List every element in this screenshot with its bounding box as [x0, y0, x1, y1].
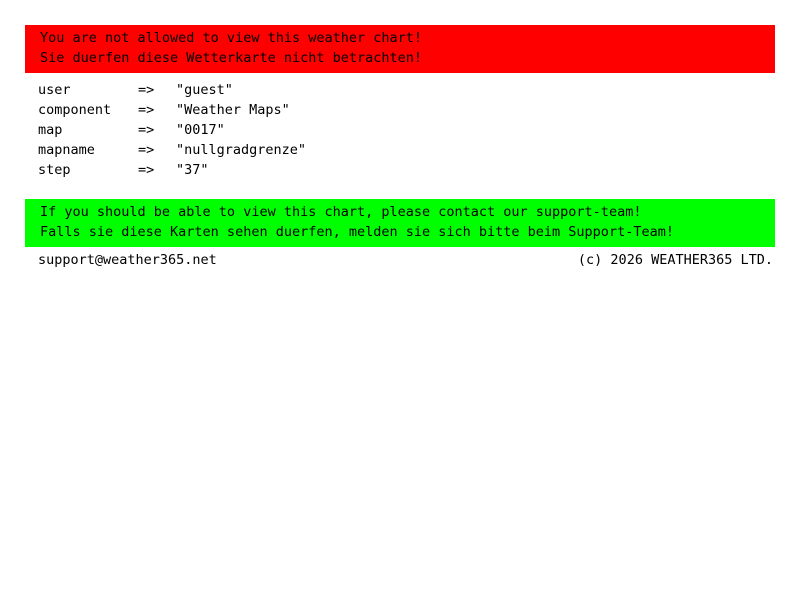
list-item — [38, 120, 738, 140]
info-message-en: If you should be able to view this chart, please contact our support-team! — [40, 204, 642, 220]
variable-value: "37" — [176, 162, 209, 178]
info-message-de: Falls sie diese Karten sehen duerfen, melden sie sich bitte beim Support-Team! — [40, 224, 674, 240]
variable-value: "0017" — [176, 122, 225, 138]
support-email-link[interactable]: support@weather365.net — [38, 252, 217, 268]
variable-key: component — [38, 102, 112, 118]
variable-key: step — [38, 162, 71, 178]
request-variables-list — [38, 80, 738, 180]
variable-arrow: => — [138, 122, 155, 138]
error-banner — [25, 25, 775, 73]
list-item — [38, 140, 738, 160]
variable-arrow: => — [138, 142, 155, 158]
error-message-en: You are not allowed to view this weather chart! — [40, 30, 423, 46]
info-banner — [25, 199, 775, 247]
copyright-notice: (c) 2026 WEATHER365 LTD. — [577, 252, 773, 268]
list-item — [38, 100, 738, 120]
variable-value: "nullgradgrenze" — [176, 142, 307, 158]
variable-arrow: => — [138, 102, 155, 118]
variable-value: "Weather Maps" — [176, 102, 290, 118]
variable-key: mapname — [38, 142, 95, 158]
variable-key: map — [38, 122, 63, 138]
variable-arrow: => — [138, 82, 155, 98]
list-item — [38, 160, 738, 180]
footer — [38, 250, 773, 270]
variable-key: user — [38, 82, 71, 98]
variable-arrow: => — [138, 162, 155, 178]
variable-value: "guest" — [176, 82, 233, 98]
list-item — [38, 80, 738, 100]
error-message-de: Sie duerfen diese Wetterkarte nicht betrachten! — [40, 50, 423, 66]
